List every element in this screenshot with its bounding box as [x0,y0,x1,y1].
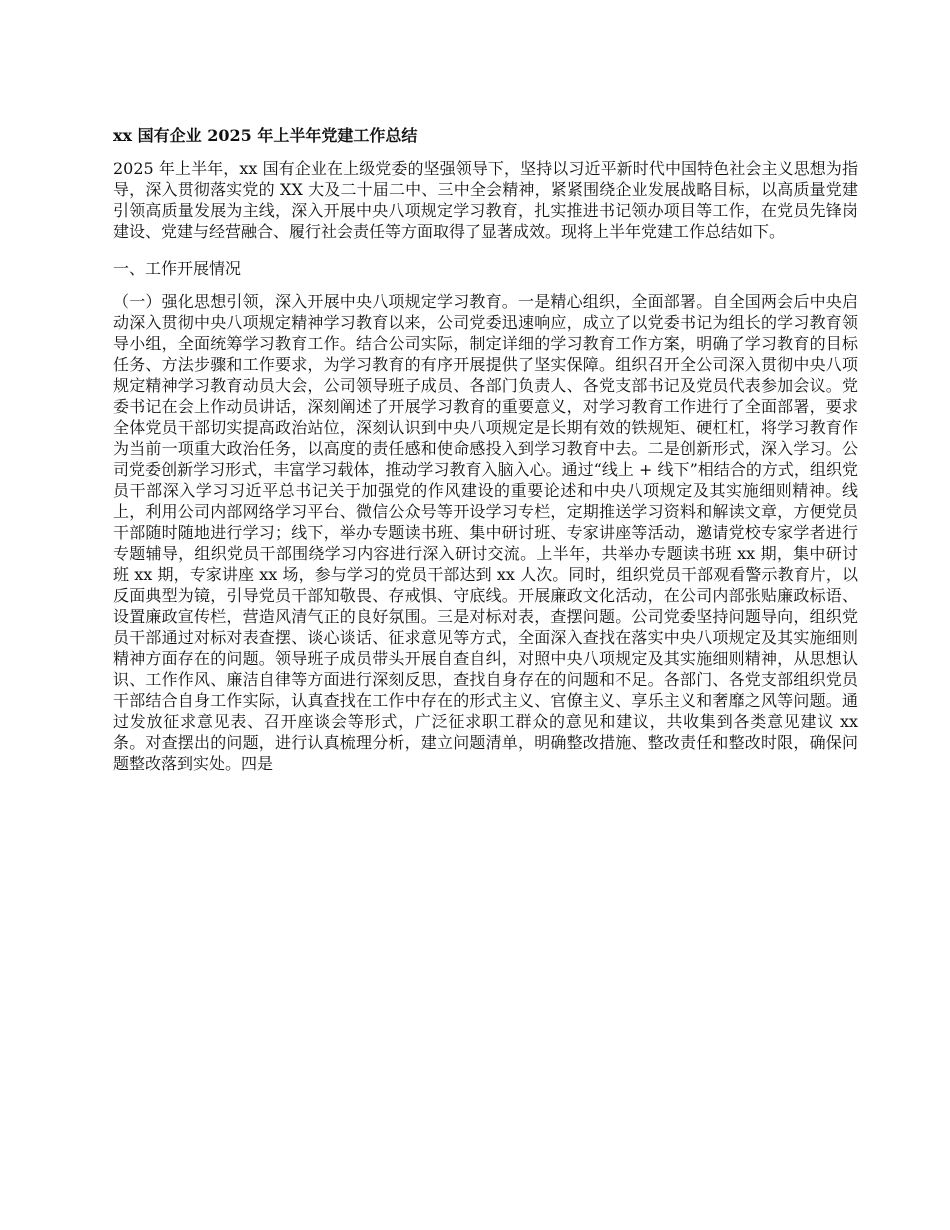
section-heading: 一、工作开展情况 [113,259,242,278]
intro-paragraph: 2025 年上半年，xx 国有企业在上级党委的坚强领导下，坚持以习近平新时代中国特色社会主义思想为指导，深入贯彻落实党的 XX 大及二十届二中、三中全会精神，紧紧围绕企业发展战略目标，以高质量党建引领高质量发展为主线，深入开展中央八项规定学习教育，扎实推进书记领办项目等工作，在党员先锋岗建设、党建与经营融合、履行社会责任等方面取得了显著成效。现将上半年党建工作总结如下。 [113,159,858,241]
section-paragraph: （一）强化思想引领，深入开展中央八项规定学习教育。一是精心组织，全面部署。自全国两会后中央启动深入贯彻中央八项规定精神学习教育以来，公司党委迅速响应，成立了以党委书记为组长的学习教育领导小组，全面统筹学习教育工作。结合公司实际，制定详细的学习教育工作方案，明确了学习教育的目标任务、方法步骤和工作要求，为学习教育的有序开展提供了坚实保障。组织召开全公司深入贯彻中央八项规定精神学习教育动员大会，公司领导班子成员、各部门负责人、各党支部书记及党员代表参加会议。党委书记在会上作动员讲话，深刻阐述了开展学习教育的重要意义，对学习教育工作进行了全面部署，要求全体党员干部切实提高政治站位，深刻认识到中央八项规定是长期有效的铁规矩、硬杠杠，将学习教育作为当前一项重大政治任务，以高度的责任感和使命感投入到学习教育中去。二是创新形式，深入学习。公司党委创新学习形式，丰富学习载体，推动学习教育入脑入心。通过“线上 + 线下”相结合的方式，组织党员干部深入学习习近平总书记关于加强党的作风建设的重要论述和中央八项规定及其实施细则精神。线上，利用公司内部网络学习平台、微信公众号等开设学习专栏，定期推送学习资料和解读文章，方便党员干部随时随地进行学习；线下，举办专题读书班、集中研讨班、专家讲座等活动，邀请党校专家学者进行专题辅导，组织党员干部围绕学习内容进行深入研讨交流。上半年，共举办专题读书班 xx 期，集中研讨班 xx 期，专家讲座 xx 场，参与学习的党员干部达到 xx 人次。同时，组织党员干部观看警示教育片，以反面典型为镜，引导党员干部知敬畏、存戒惧、守底线。开展廉政文化活动，在公司内部张贴廉政标语、设置廉政宣传栏，营造风清气正的良好氛围。三是对标对表，查摆问题。公司党委坚持问题导向，组织党员干部通过对标对表查摆、谈心谈话、征求意见等方式，全面深入查找在落实中央八项规定及其实施细则精神方面存在的问题。领导班子成员带头开展自查自纠，对照中央八项规定及其实施细则精神，从思想认识、工作作风、廉洁自律等方面进行深刻反思，查找自身存在的问题和不足。各部门、各党支部组织党员干部结合自身工作实际，认真查找在工作中存在的形式主义、官僚主义、享乐主义和奢靡之风等问题。通过发放征求意见表、召开座谈会等形式，广泛征求职工群众的意见和建议，共收集到各类意见建议 xx 条。对查摆出的问题，进行认真梳理分析，建立问题清单，明确整改措施、整改责任和整改时限，确保问题整改落到实处。四是 [113,292,858,773]
document-title: xx 国有企业 2025 年上半年党建工作总结 [113,126,418,145]
document-page [113,124,858,789]
